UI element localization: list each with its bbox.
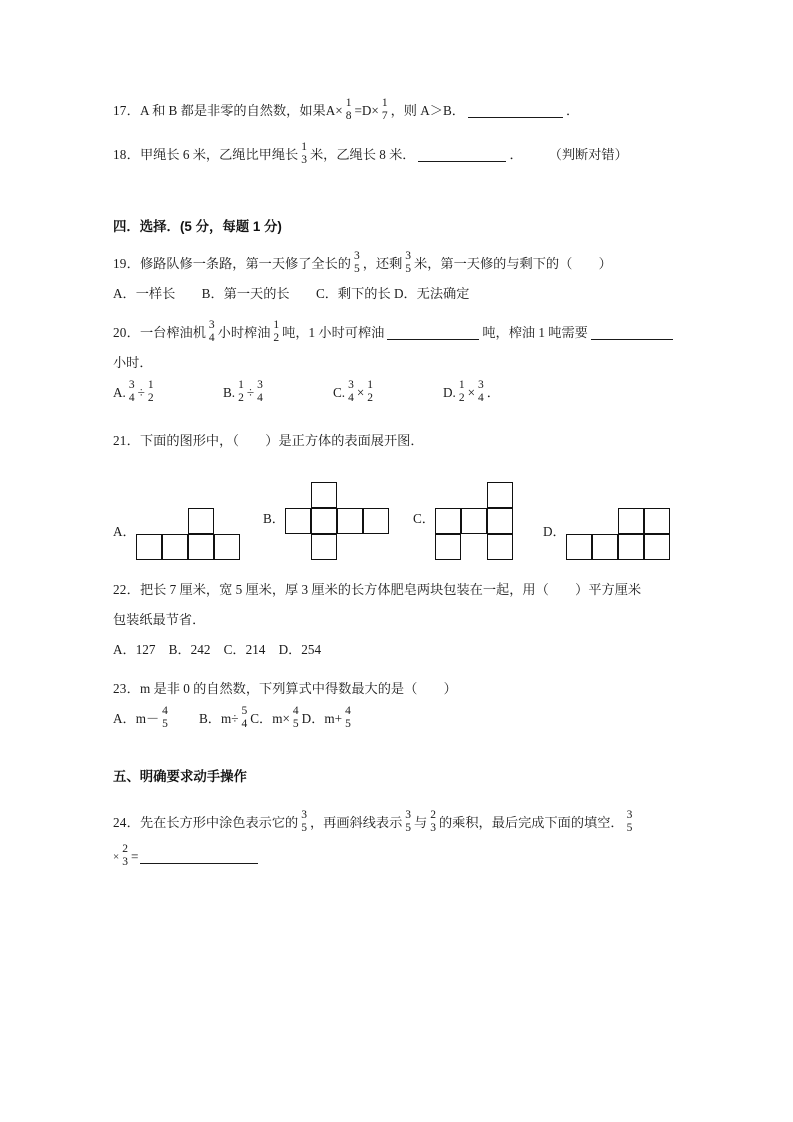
question-17-text-b: ，则 A＞B． xyxy=(390,103,465,118)
question-17-mid: =D× xyxy=(354,103,379,118)
net-option-d[interactable] xyxy=(543,468,670,560)
question-20-text-a: 一台榨油机 xyxy=(139,325,206,340)
option-a-frac-2: 1 2 xyxy=(147,379,154,404)
section-5-heading: 五、明确要求动手操作 xyxy=(113,769,247,784)
question-24 xyxy=(113,808,688,872)
question-20-option-a[interactable]: A. 3 4 ÷ 1 2 xyxy=(113,379,154,404)
fraction-1-2: 1 2 xyxy=(273,319,280,344)
option-c-frac-2: 1 2 xyxy=(367,379,374,404)
question-20-text-d: 吨，榨油 1 吨需要 xyxy=(482,325,588,340)
net-cell xyxy=(311,534,337,560)
question-19-number: 19． xyxy=(113,256,140,271)
question-20-line2: 小时． xyxy=(113,355,153,370)
option-d-fraction: 4 5 xyxy=(345,705,351,730)
question-20-option-d[interactable]: D. 1 2 × 3 4 ． xyxy=(443,379,500,404)
net-b-grid xyxy=(285,482,389,560)
option-b-frac-1: 1 2 xyxy=(238,379,244,404)
option-d-frac-2: 3 4 xyxy=(478,379,484,404)
fraction-2-3-a: 2 3 xyxy=(430,809,436,834)
question-20-number: 20． xyxy=(113,325,140,340)
net-cell xyxy=(592,534,618,560)
net-cell xyxy=(487,482,513,508)
question-24-answer-blank[interactable] xyxy=(140,850,258,864)
question-24-multiply-sign: × xyxy=(113,851,120,863)
question-18-number: 18． xyxy=(113,147,140,162)
net-a-grid xyxy=(136,508,240,560)
question-24-text-a: 先在长方形中涂色表示它的 xyxy=(139,815,299,830)
question-23-options[interactable] xyxy=(113,704,688,734)
net-option-a[interactable] xyxy=(113,468,263,560)
question-19-text-a: 修路队修一条路，第一天修了全长的 xyxy=(139,256,351,271)
question-23-option-b[interactable]: B．m÷ 5 4 xyxy=(199,705,248,730)
option-b-frac-2: 3 4 xyxy=(257,379,263,404)
net-cell xyxy=(566,534,592,560)
question-19-text-b: ，还剩 xyxy=(362,256,403,271)
question-23-number: 23． xyxy=(113,681,140,696)
question-22-number: 22． xyxy=(113,582,140,597)
fraction-3-5-d: 3 5 xyxy=(405,809,412,834)
question-20-text-b: 小时榨油 xyxy=(217,325,271,340)
question-22-options[interactable]: A．127 B．242 C．214 D．254 xyxy=(113,642,322,657)
question-18-tail: （判断对错） xyxy=(548,147,628,162)
fraction-1-7: 1 7 xyxy=(381,97,388,122)
net-cell xyxy=(337,508,363,534)
question-23-option-a[interactable]: A．m－ 4 5 xyxy=(113,705,168,730)
question-24-text-c: 与 xyxy=(414,815,428,830)
net-cell xyxy=(188,534,214,560)
option-c-fraction: 4 5 xyxy=(292,705,299,730)
net-cell xyxy=(162,534,188,560)
question-24-equals-sign: = xyxy=(130,849,139,864)
net-cell xyxy=(363,508,389,534)
question-18-text-b: 米，乙绳长 8 米． xyxy=(309,147,416,162)
fraction-2-3-b: 2 3 xyxy=(122,843,128,868)
question-20-options[interactable] xyxy=(113,378,688,408)
fraction-3-4: 3 4 xyxy=(208,319,215,344)
question-24-line2 xyxy=(113,842,688,872)
net-cell xyxy=(644,508,670,534)
question-17 xyxy=(113,96,688,126)
question-21-text: 下面的图形中，（ ）是正方体的表面展开图． xyxy=(139,433,424,448)
option-d-frac-1: 1 2 xyxy=(458,379,465,404)
net-option-c-label: C． xyxy=(413,511,435,526)
question-24-text-d: 的乘积，最后完成下面的填空． xyxy=(438,815,624,830)
question-20-option-b[interactable]: B. 1 2 ÷ 3 4 xyxy=(223,379,263,404)
fraction-3-5-c: 3 5 xyxy=(301,809,307,834)
net-option-d-label: D． xyxy=(543,524,566,539)
net-cell xyxy=(644,534,670,560)
question-17-var-a: A× xyxy=(325,103,343,118)
net-cell xyxy=(285,508,311,534)
question-24-text-b: ，再画斜线表示 xyxy=(309,815,403,830)
question-17-number: 17． xyxy=(113,103,140,118)
question-17-answer-blank[interactable] xyxy=(468,104,563,118)
question-20-blank-1[interactable] xyxy=(387,326,479,340)
question-20-text-c: 吨，1 小时可榨油 xyxy=(282,325,385,340)
net-cell xyxy=(188,508,214,534)
net-option-b-label: B． xyxy=(263,511,285,526)
question-18-answer-blank[interactable] xyxy=(418,148,506,162)
question-20 xyxy=(113,318,688,408)
net-cell xyxy=(435,508,461,534)
option-b-fraction: 5 4 xyxy=(241,705,248,730)
option-c-frac-1: 3 4 xyxy=(348,379,354,404)
net-option-b[interactable] xyxy=(263,468,413,560)
net-option-a-label: A． xyxy=(113,524,136,539)
page-content xyxy=(113,96,688,872)
question-19 xyxy=(113,249,688,309)
question-23-text: m 是非 0 的自然数，下列算式中得数最大的是（ ） xyxy=(139,681,457,696)
net-cell xyxy=(618,534,644,560)
question-24-number: 24． xyxy=(113,815,140,830)
question-22-line2: 包装纸最节省． xyxy=(113,612,206,627)
fraction-1-8: 1 8 xyxy=(345,97,352,122)
fraction-3-5-e: 3 5 xyxy=(626,809,633,834)
net-d-grid xyxy=(566,508,670,560)
net-cell xyxy=(214,534,240,560)
question-20-option-c[interactable]: C. 3 4 × 1 2 xyxy=(333,379,374,404)
question-23-option-c[interactable]: C．m× 4 5 xyxy=(250,705,299,730)
section-4-heading: 四．选择．(5 分，每题 1 分) xyxy=(113,219,282,234)
question-20-blank-2[interactable] xyxy=(591,326,673,340)
question-19-options[interactable]: A．一样长 B．第一天的长 C．剩下的长 D．无法确定 xyxy=(113,286,470,301)
net-cell xyxy=(487,508,513,534)
question-18-text-a: 甲绳长 6 米，乙绳比甲绳长 xyxy=(139,147,299,162)
question-23-option-d[interactable]: D．m+ 4 5 xyxy=(301,705,351,730)
option-a-frac-1: 3 4 xyxy=(128,379,135,404)
question-18-period: ． xyxy=(509,147,523,162)
net-c-grid xyxy=(435,482,513,560)
net-cell xyxy=(136,534,162,560)
question-21-net-figures xyxy=(113,468,688,560)
net-cell xyxy=(311,508,337,534)
question-17-text-a: A 和 B 都是非零的自然数，如果 xyxy=(139,103,326,118)
question-17-period: ． xyxy=(565,103,580,118)
question-23 xyxy=(113,674,688,734)
question-19-text-c: 米，第一天修的与剩下的（ ） xyxy=(414,256,612,271)
fraction-1-3: 1 3 xyxy=(301,141,307,166)
net-option-c[interactable] xyxy=(413,468,543,560)
net-cell xyxy=(461,508,487,534)
fraction-3-5-a: 3 5 xyxy=(353,250,360,275)
question-22-line1: 把长 7 厘米，宽 5 厘米，厚 3 厘米的长方体肥皂两块包装在一起，用（ ）平方厘米 xyxy=(139,582,642,597)
net-cell xyxy=(435,534,461,560)
question-22 xyxy=(113,575,688,665)
net-cell xyxy=(487,534,513,560)
question-21 xyxy=(113,426,688,560)
question-21-number: 21． xyxy=(113,433,140,448)
question-18 xyxy=(113,140,688,170)
net-cell xyxy=(618,508,644,534)
net-cell xyxy=(311,482,337,508)
option-a-fraction: 4 5 xyxy=(162,705,168,730)
fraction-3-5-b: 3 5 xyxy=(405,250,412,275)
